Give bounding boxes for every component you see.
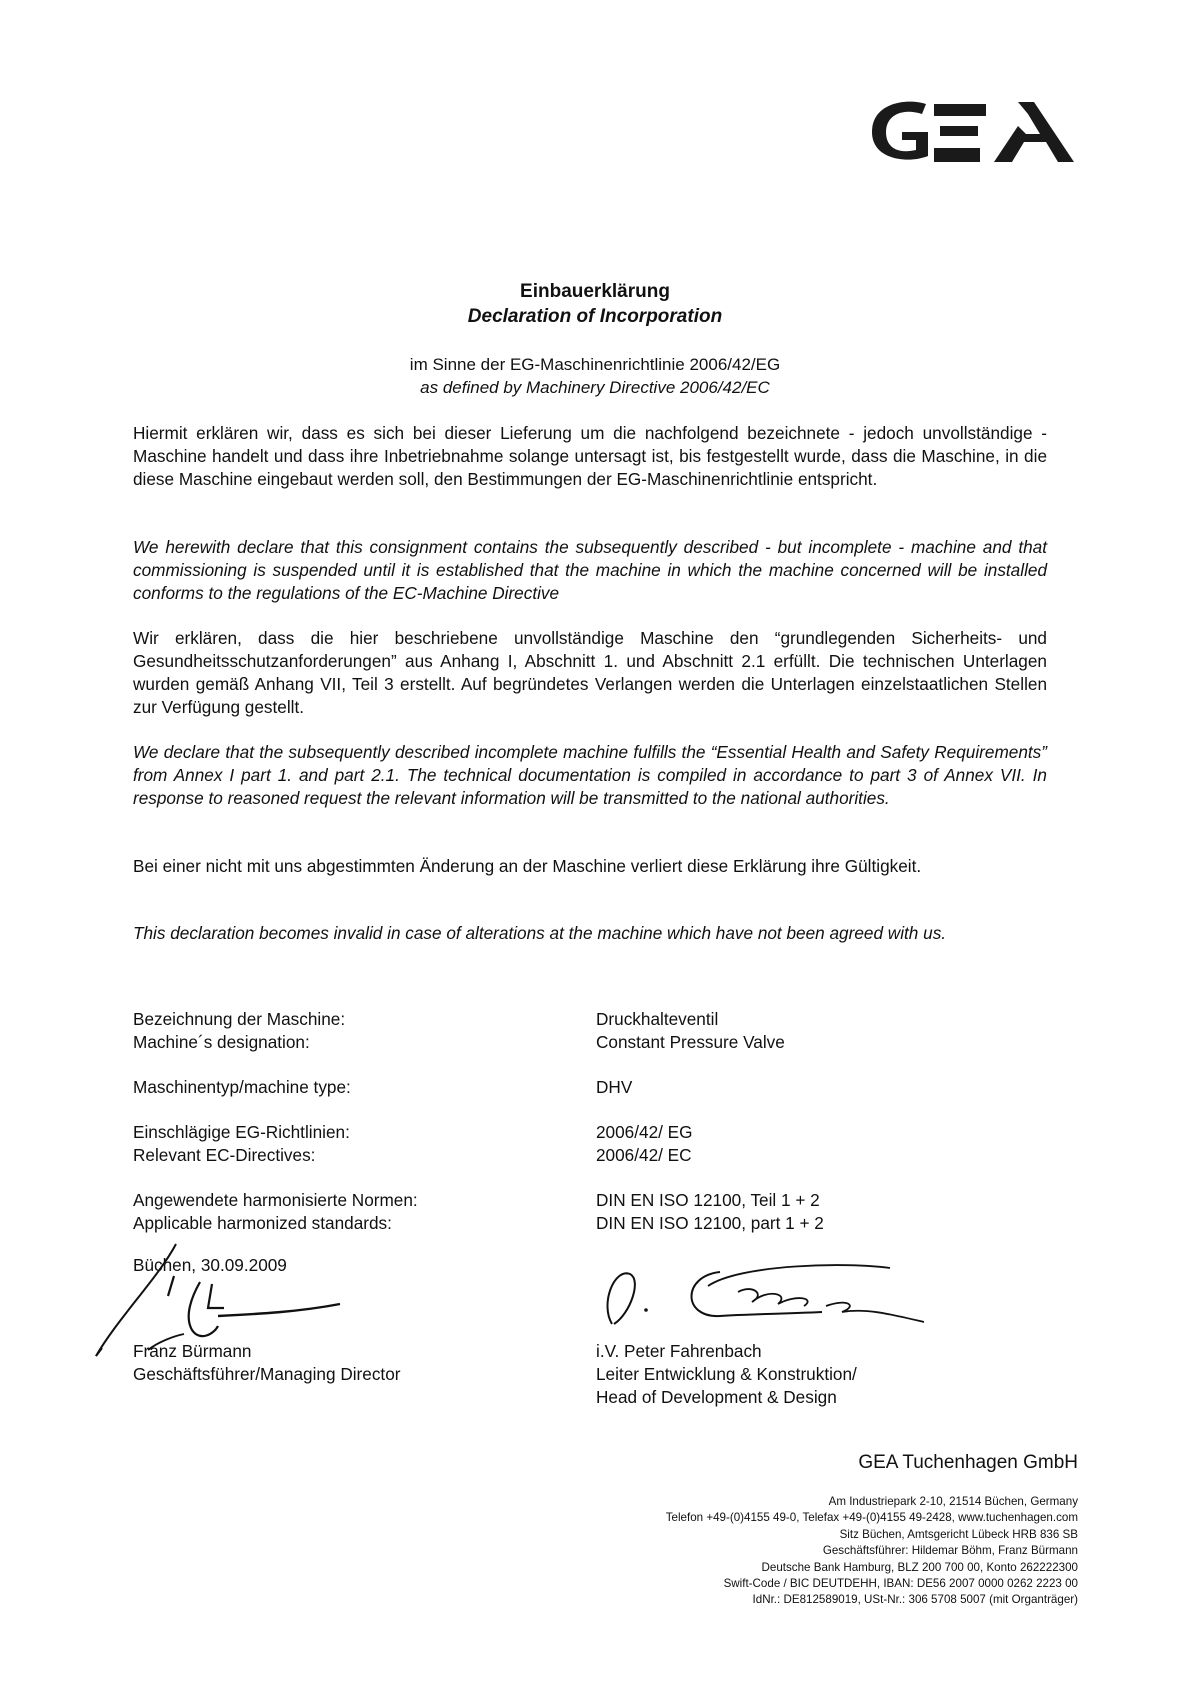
subtitle-german: im Sinne der EG-Maschinenrichtlinie 2006/42/EG [409,355,781,374]
logo-letter-e-bottom [934,148,980,162]
directives-value-en: 2006/42/ EC [596,1145,692,1165]
directives-label-en: Relevant EC-Directives: [133,1145,316,1165]
subtitle-english: as defined by Machinery Directive 2006/42/EC [420,378,770,397]
paragraph-incomplete-machine-de: Hiermit erklären wir, dass es sich bei dieser Lieferung um die nachfolgend bezeichnete - jedoch unvollständige - Maschine handelt und dass ihre Inbetriebnahme solange untersagt ist, bis festgestellt wurde, dass die Maschine, in die diese Maschine eingebaut werden soll, den Bestimmungen der EG-Maschinenrichtlinie entspricht. [133,423,1047,489]
imprint-line: Telefon +49-(0)4155 49-0, Telefax +49-(0)4155 49-2428, www.tuchenhagen.com [665,1511,1078,1525]
signatory-right-name: i.V. Peter Fahrenbach [596,1341,762,1361]
standards-value-de: DIN EN ISO 12100, Teil 1 + 2 [596,1190,820,1210]
gea-logo [868,96,1078,166]
designation-label-en: Machine´s designation: [133,1032,310,1052]
machine-type-label: Maschinentyp/machine type: [133,1077,351,1097]
company-imprint [560,1494,1078,1609]
imprint-line: Geschäftsführer: Hildemar Böhm, Franz Bürmann [822,1544,1078,1558]
directives-value-de: 2006/42/ EG [596,1122,693,1142]
paragraph-incomplete-machine-en: We herewith declare that this consignment contains the subsequently described - but incomplete - machine and that commissioning is suspended until it is established that the machine in which the machine concerned will be installed conforms to the regulations of the EC-Machine Directive [133,537,1047,603]
designation-value-en: Constant Pressure Valve [596,1032,785,1052]
signatory-right-role-1: Leiter Entwicklung & Konstruktion/ [596,1364,857,1384]
logo-letter-e-mid [940,126,978,136]
paragraph-validity-en: This declaration becomes invalid in case of alterations at the machine which have not been agreed with us. [133,923,947,943]
signatory-right-role-2: Head of Development & Design [596,1387,837,1407]
imprint-line: Am Industriepark 2-10, 21514 Büchen, Germany [828,1495,1078,1508]
logo-letter-e-top [934,104,986,116]
signatory-left-name: Franz Bürmann [133,1341,252,1361]
imprint-line: Swift-Code / BIC DEUTDEHH, IBAN: DE56 2007 0000 0262 2223 00 [723,1577,1078,1591]
designation-value-de: Druckhalteventil [596,1009,719,1029]
imprint-line: Deutsche Bank Hamburg, BLZ 200 700 00, Konto 262222300 [761,1560,1078,1574]
signatory-left-role: Geschäftsführer/Managing Director [133,1364,401,1384]
logo-letter-g [872,102,928,160]
paragraph-requirements-en: We declare that the subsequently described incomplete machine fulfills the “Essential Health and Safety Requirements” from Annex I part 1. and part 2.1. The technical documentation is compiled in accordance to part 3 of Annex VII. In response to reasoned request the relevant information will be transmitted to the national authorities. [133,742,1047,808]
imprint-line: IdNr.: DE812589019, USt-Nr.: 306 5708 5007 (mit Organträger) [752,1593,1078,1607]
paragraph-validity-de: Bei einer nicht mit uns abgestimmten Änderung an der Maschine verliert diese Erklärung ihre Gültigkeit. [133,856,922,876]
standards-label-en: Applicable harmonized standards: [133,1213,392,1233]
logo-letter-a [994,102,1074,162]
machine-type-value: DHV [596,1077,633,1097]
title-german: Einbauerklärung [520,281,670,302]
signature-right [590,1258,940,1338]
title-english: Declaration of Incorporation [467,306,723,327]
company-name: GEA Tuchenhagen GmbH [858,1452,1078,1473]
imprint-line: Sitz Büchen, Amtsgericht Lübeck HRB 836 SB [839,1527,1078,1541]
standards-label-de: Angewendete harmonisierte Normen: [133,1190,418,1210]
paragraph-requirements-de: Wir erklären, dass die hier beschriebene unvollständige Maschine den “grundlegenden Sicherheits- und Gesundheitsschutzanforderungen” aus Anhang I, Abschnitt 1. und Abschnitt 2.1 erfüllt. Die technischen Unterlagen wurden gemäß Anhang VII, Teil 3 erstellt. Auf begründetes Verlangen werden die Unterlagen einzelstaatlichen Stellen zur Verfügung gestellt. [133,628,1047,717]
place-date: Büchen, 30.09.2009 [133,1255,287,1275]
standards-value-en: DIN EN ISO 12100, part 1 + 2 [596,1213,824,1233]
designation-label-de: Bezeichnung der Maschine: [133,1009,346,1029]
directives-label-de: Einschlägige EG-Richtlinien: [133,1122,350,1142]
